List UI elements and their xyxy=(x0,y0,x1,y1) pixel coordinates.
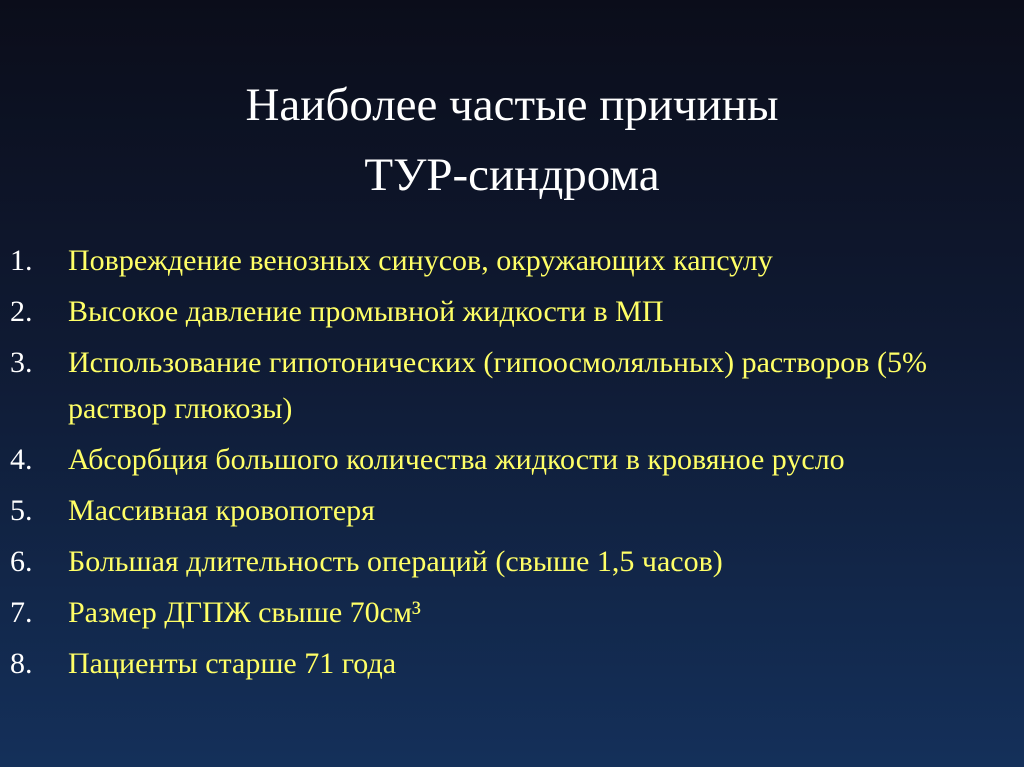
item-number: 6. xyxy=(10,545,33,578)
slide-title xyxy=(0,70,1024,210)
list-item xyxy=(0,238,1024,284)
item-text: Пациенты старше 71 года xyxy=(68,647,397,680)
item-number: 2. xyxy=(10,295,33,328)
list-item xyxy=(0,488,1024,534)
title-line-2: ТУР-синдрома xyxy=(364,149,660,201)
list-item xyxy=(0,437,1024,483)
title-line-1: Наиболее частые причины xyxy=(245,79,779,131)
list-item xyxy=(0,289,1024,335)
item-text: Повреждение венозных синусов, окружающих капсулу xyxy=(68,244,773,277)
item-text: Большая длительность операций (свыше 1,5 часов) xyxy=(68,545,723,578)
item-number: 4. xyxy=(10,443,33,476)
item-number: 7. xyxy=(10,596,33,629)
item-text: Размер ДГПЖ свыше 70см³ xyxy=(68,596,421,629)
item-text: Массивная кровопотеря xyxy=(68,494,375,527)
list-item xyxy=(0,539,1024,585)
item-number: 1. xyxy=(10,244,33,277)
list-item xyxy=(0,340,1024,432)
item-number: 8. xyxy=(10,647,33,680)
causes-list xyxy=(0,238,1024,692)
item-text: Высокое давление промывной жидкости в МП xyxy=(68,295,664,328)
item-text: Использование гипотонических (гипоосмоляльных) растворов (5% раствор глюкозы) xyxy=(68,346,927,425)
list-item xyxy=(0,641,1024,687)
list-item xyxy=(0,590,1024,636)
item-number: 3. xyxy=(10,346,33,379)
item-text: Абсорбция большого количества жидкости в кровяное русло xyxy=(68,443,845,476)
item-number: 5. xyxy=(10,494,33,527)
